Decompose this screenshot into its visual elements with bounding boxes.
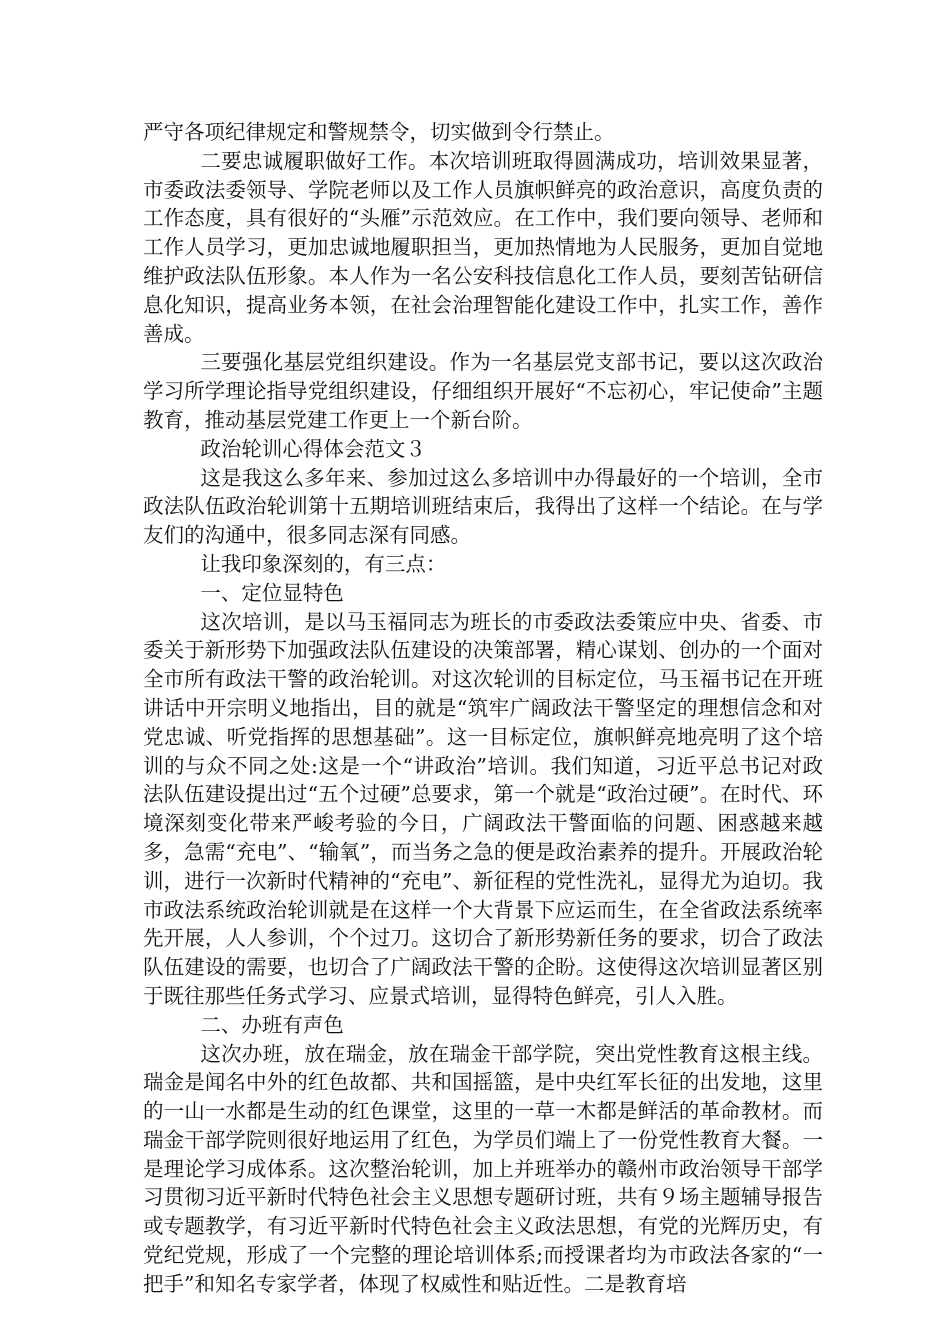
document-body: [143, 118, 823, 1299]
paragraph: 这次办班，放在瑞金，放在瑞金干部学院，突出党性教育这根主线。瑞金是闻名中外的红色故都、共和国摇篮，是中央红军长征的出发地，这里的一山一水都是生动的红色课堂，这里的一草一木都是鲜活的革命教材。而瑞金干部学院则很好地运用了红色，为学员们端上了一份党性教育大餐。一是理论学习成体系。这次整治轮训，加上并班举办的赣州市政治领导干部学习贯彻习近平新时代特色社会主义思想专题研讨班，共有９场主题辅导报告或专题教学，有习近平新时代特色社会主义政法思想，有党的光辉历史，有党纪党规，形成了一个完整的理论培训体系;而授课者均为市政法各家的“一把手”和知名专家学者，体现了权威性和贴近性。二是教育培: [143, 1041, 823, 1296]
paragraph: 二要忠诚履职做好工作。本次培训班取得圆满成功，培训效果显著，市委政法委领导、学院老师以及工作人员旗帜鲜亮的政治意识，高度负责的工作态度，具有很好的“头雁”示范效应。在工作中，我们要向领导、老师和工作人员学习，更加忠诚地履职担当，更加热情地为人民服务，更加自觉地维护政法队伍形象。本人作为一名公安科技信息化工作人员，要刻苦钻研信息化知识，提高业务本领，在社会治理智能化建设工作中，扎实工作，善作善成。: [143, 148, 823, 346]
paragraph: 这是我这么多年来、参加过这么多培训中办得最好的一个培训，全市政法队伍政治轮训第十五期培训班结束后，我得出了这样一个结论。在与学友们的沟通中，很多同志深有同感。: [143, 465, 823, 548]
section-title: 政治轮训心得体会范文３: [200, 436, 426, 461]
subsection-heading: 二、办班有声色: [200, 1012, 344, 1037]
paragraph: 让我印象深刻的，有三点：: [200, 551, 447, 576]
paragraph: 三要强化基层党组织建设。作为一名基层党支部书记，要以这次政治学习所学理论指导党组织建设，仔细组织开展好“不忘初心，牢记使命”主题教育，推动基层党建工作更上一个新台阶。: [143, 350, 823, 432]
subsection-heading: 一、定位显特色: [200, 580, 344, 605]
paragraph: 严守各项纪律规定和警规禁令，切实做到令行禁止。: [143, 120, 615, 144]
paragraph: 这次培训，是以马玉福同志为班长的市委政法委策应中央、省委、市委关于新形势下加强政法队伍建设的决策部署，精心谋划、创办的一个面对全市所有政法干警的政治轮训。对这次轮训的目标定位，马玉福书记在开班讲话中开宗明义地指出，目的就是“筑牢广阔政法干警坚定的理想信念和对党忠诚、听党指挥的思想基础”。这一目标定位，旗帜鲜亮地亮明了这个培训的与众不同之处:这是一个“讲政治”培训。我们知道，习近平总书记对政法队伍建设提出过“五个过硬”总要求，第一个就是“政治过硬”。在时代、环境深刻变化带来严峻考验的今日，广阔政法干警面临的问题、困惑越来越多，急需“充电”、“输氧”，而当务之急的便是政治素养的提升。开展政治轮训，进行一次新时代精神的“充电”、新征程的党性洗礼，显得尤为迫切。我市政法系统政治轮训就是在这样一个大背景下应运而生，在全省政法系统率先开展，人人参训，个个过刀。这切合了新形势新任务的要求，切合了政法队伍建设的需要，也切合了广阔政法干警的企盼。这使得这次培训显著区别于既往那些任务式学习、应景式培训，显得特色鲜亮，引人入胜。: [143, 609, 823, 1008]
